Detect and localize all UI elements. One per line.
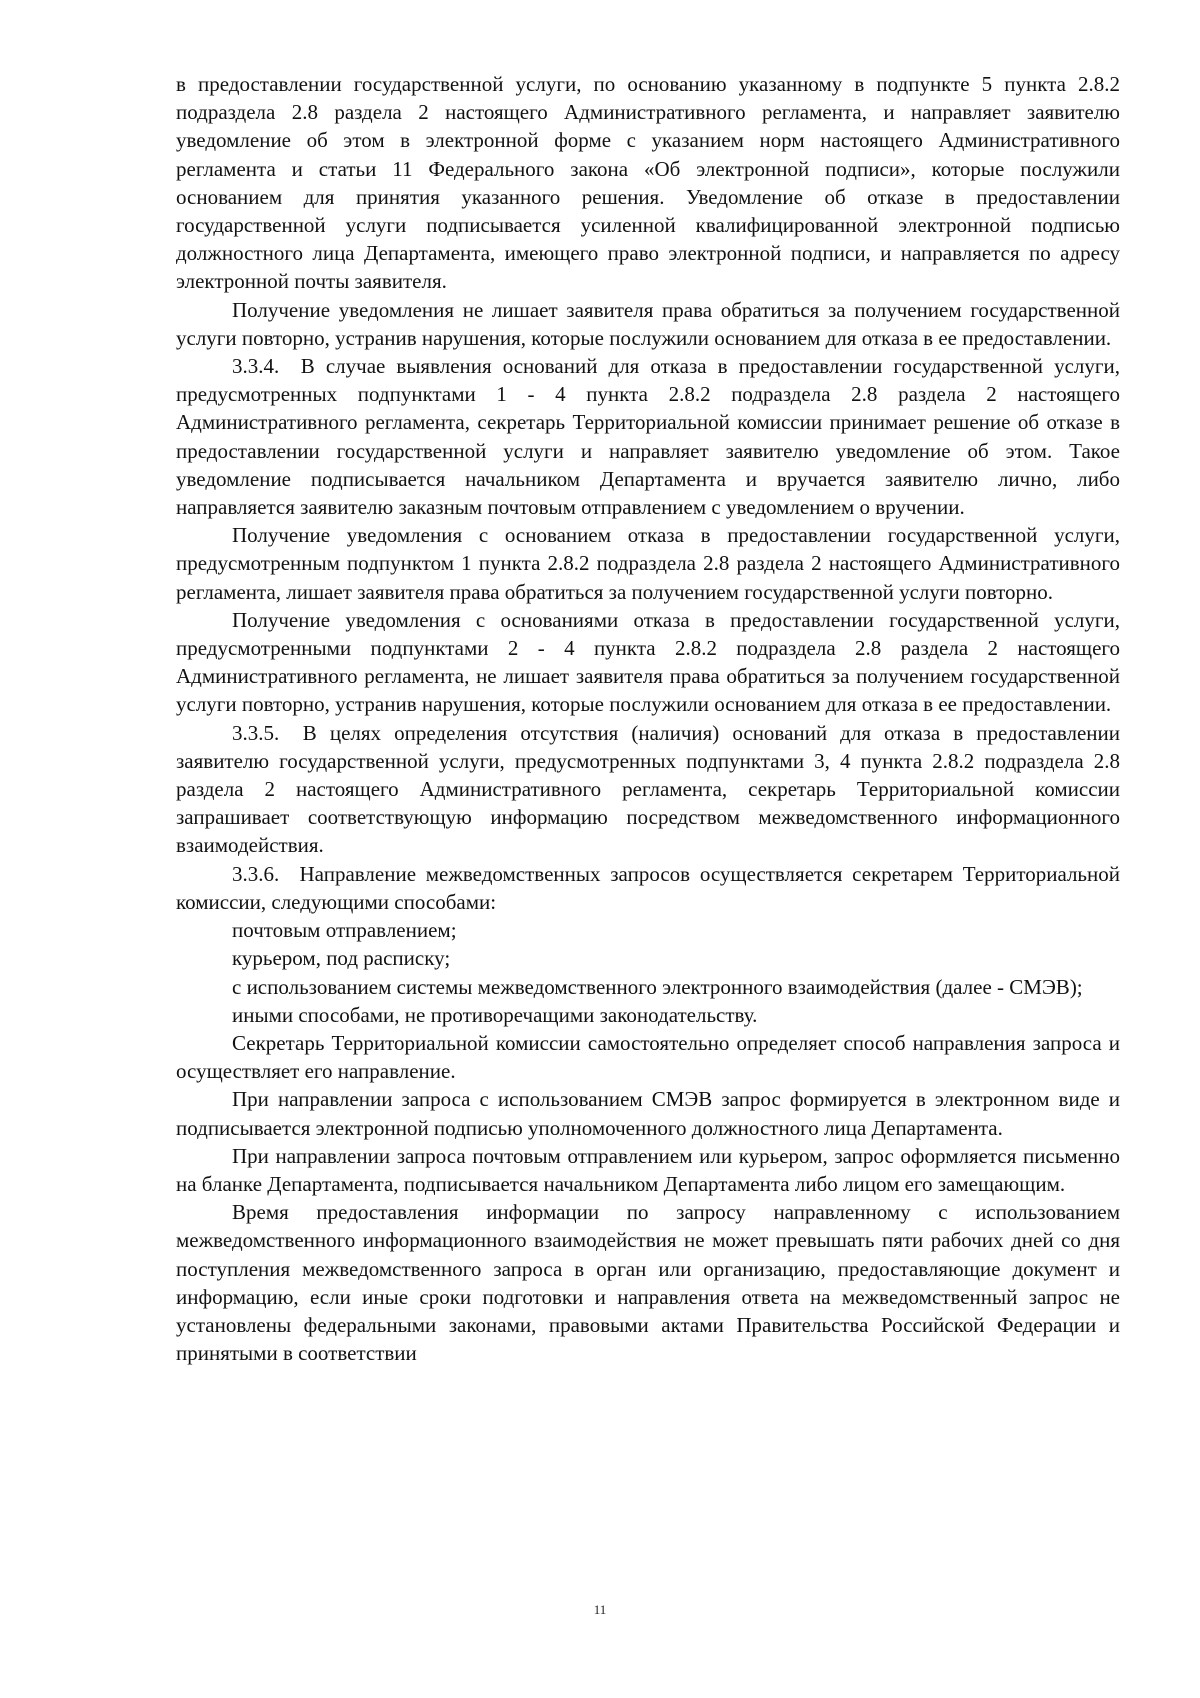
list-item-1: почтовым отправлением; bbox=[232, 918, 457, 943]
paragraph-11: Время предоставления информации по запросу направленному с использованием межведомственного информационного взаимодействия не может превышать пяти рабочих дней со дня поступления межведомственного запроса в орган или организацию, предоставляющие документ и информацию, если иные сроки подготовки и направления ответа на межведомственный запрос не установлены федеральными законами, правовыми актами Правительства Российской Федерации и принятыми в соответствии bbox=[176, 1200, 1120, 1366]
list-item-2: курьером, под расписку; bbox=[232, 946, 451, 971]
paragraph-3: 3.3.4. В случае выявления оснований для отказа в предоставлении государственной услуги, предусмотренных подпунктами 1 - 4 пункта 2.8.2 подраздела 2.8 раздела 2 настоящего Административного регламента, секретарь Территориальной комиссии принимает решение об отказе в предоставлении государственной услуги и направляет заявителю уведомление об этом. Такое уведомление подписывается начальником Департамента и вручается заявителю лично, либо направляется заявителю заказным почтовым отправлением с уведомлением о вручении. bbox=[176, 354, 1120, 520]
paragraph-5: Получение уведомления с основаниями отказа в предоставлении государственной услуги, предусмотренными подпунктами 2 - 4 пункта 2.8.2 подраздела 2.8 раздела 2 настоящего Административного регламента, не лишает заявителя права обратиться за получением государственной услуги повторно, устранив нарушения, которые послужили основанием для отказа в ее предоставлении. bbox=[176, 607, 1120, 717]
paragraph-7: 3.3.6. Направление межведомственных запросов осуществляется секретарем Территориальной комиссии, следующими способами: bbox=[176, 861, 1120, 914]
paragraph-4: Получение уведомления с основанием отказа в предоставлении государственной услуги, предусмотренным подпунктом 1 пункта 2.8.2 подраздела 2.8 раздела 2 настоящего Административного регламента, лишает заявителя права обратиться за получением государственной услуги повторно. bbox=[176, 523, 1120, 604]
list-item-4: иными способами, не противоречащими законодательству. bbox=[232, 1002, 758, 1027]
list-item-3: с использованием системы межведомственного электронного взаимодействия (далее - СМЭВ); bbox=[232, 974, 1083, 999]
paragraph-10: При направлении запроса почтовым отправлением или курьером, запрос оформляется письменно на бланке Департамента, подписывается начальником Департамента либо лицом его замещающим. bbox=[176, 1143, 1120, 1196]
page-number: 11 bbox=[593, 1602, 607, 1617]
paragraph-6: 3.3.5. В целях определения отсутствия (наличия) оснований для отказа в предоставлении заявителю государственной услуги, предусмотренных подпунктами 3, 4 пункта 2.8.2 подраздела 2.8 раздела 2 настоящего Административного регламента, секретарь Территориальной комиссии запрашивает соответствующую информацию посредством межведомственного информационного взаимодействия. bbox=[176, 720, 1120, 858]
paragraph-8: Секретарь Территориальной комиссии самостоятельно определяет способ направления запроса и осуществляет его направление. bbox=[176, 1030, 1120, 1084]
paragraph-2: Получение уведомления не лишает заявителя права обратиться за получением государственной услуги повторно, устранив нарушения, которые послужили основанием для отказа в ее предоставлении. bbox=[176, 297, 1120, 350]
paragraph-9: При направлении запроса с использованием СМЭВ запрос формируется в электронном виде и подписывается электронной подписью уполномоченного должностного лица Департамента. bbox=[176, 1087, 1120, 1140]
paragraph-1: в предоставлении государственной услуги, по основанию указанному в подпункте 5 пункта 2.8.2 подраздела 2.8 раздела 2 настоящего Административного регламента, и направляет заявителю уведомление об этом в электронной форме с указанием норм настоящего Административного регламента и статьи 11 Федерального закона «Об электронной подписи», которые послужили основанием для принятия указанного решения. Уведомление об отказе в предоставлении государственной услуги подписывается усиленной квалифицированной электронной подписью должностного лица Департамента, имеющего право электронной подписи, и направляется по адресу электронной почты заявителя. bbox=[176, 72, 1120, 294]
document-body bbox=[176, 70, 1120, 1367]
